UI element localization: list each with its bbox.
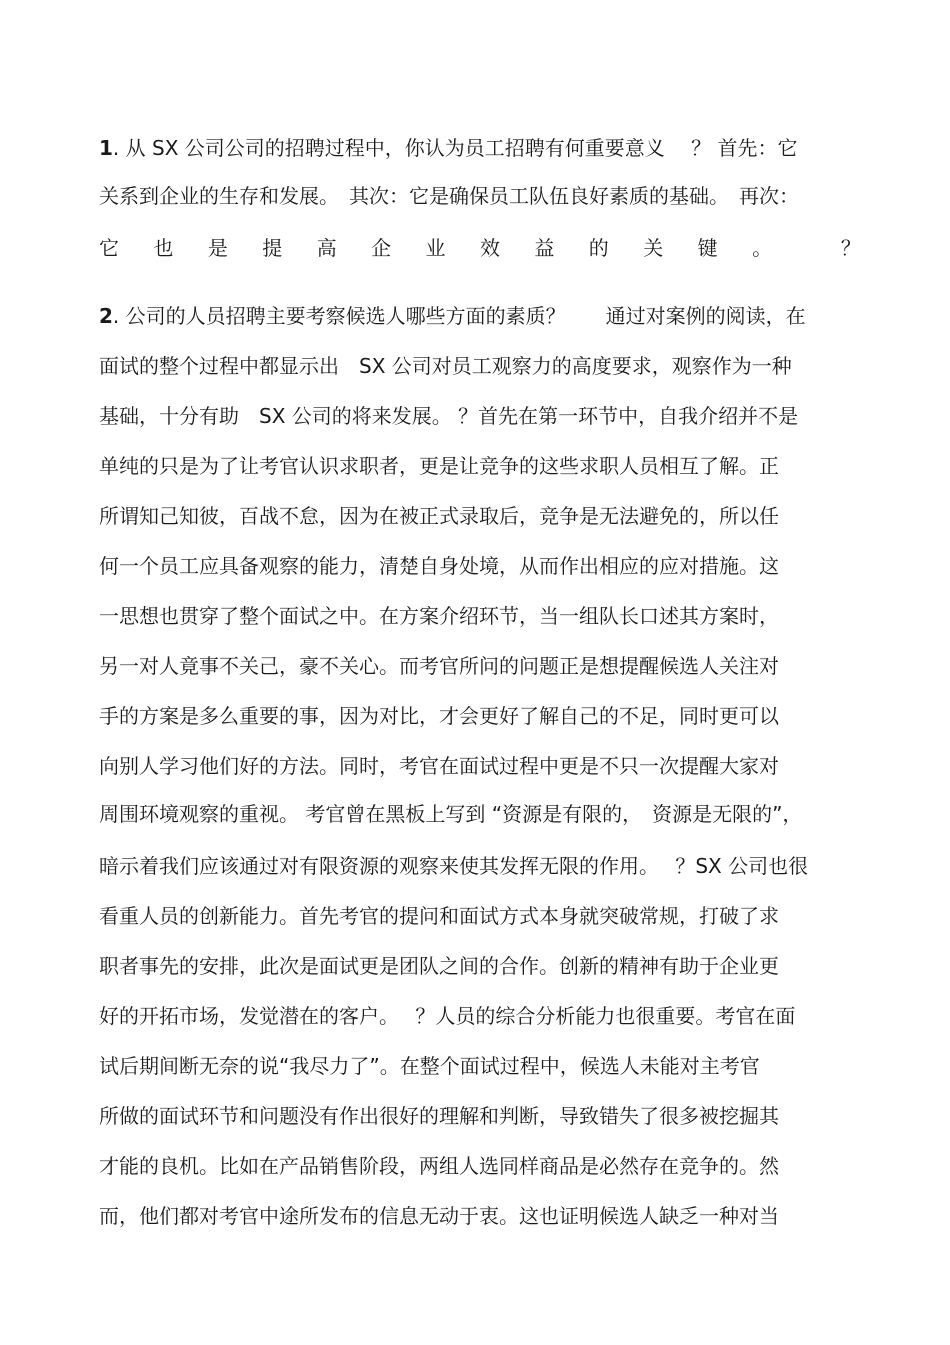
- q1-line-3-char: 业: [425, 236, 446, 260]
- q2-line-5: 所谓知己知彼，百战不怠，因为在被正式录取后，竞争是无法避免的，所以任: [99, 504, 779, 528]
- q2-line-1: [99, 304, 806, 328]
- q2-line-17: 所做的面试环节和问题没有作出很好的理解和判断，导致错失了很多被挖掘其: [99, 1104, 779, 1128]
- q1-line-3-char: 效: [479, 236, 500, 260]
- q2-line-8: 另一对人竟事不关己，豪不关心。而考官所问的问题正是想提醒候选人关注对: [99, 654, 779, 678]
- q1-line-1-text: . 从 SX 公司公司的招聘过程中，你认为员工招聘有何重要意义 ？ 首先：它: [112, 136, 798, 160]
- q2-line-11: 周围环境观察的重视。 考官曾在黑板上写到 “资源是有限的， 资源是无限的”，: [99, 802, 803, 826]
- q1-line-3-char: 关: [643, 236, 664, 260]
- q1-line-3-char: 也: [153, 236, 174, 260]
- q2-number: 2: [99, 304, 113, 328]
- q1-number: 1: [99, 136, 113, 160]
- q2-line-13: 看重人员的创新能力。首先考官的提问和面试方式本身就突破常规，打破了求: [99, 904, 779, 928]
- q2-line-18: 才能的良机。比如在产品销售阶段，两组人选同样商品是必然存在竞争的。然: [99, 1154, 779, 1178]
- q1-line-3-char: 的: [588, 236, 609, 260]
- q2-line-3: 基础，十分有助 SX 公司的将来发展。 ？首先在第一环节中，自我介绍并不是: [99, 404, 799, 428]
- q1-line-3: [99, 236, 861, 260]
- q1-line-3-char: 。: [752, 236, 773, 260]
- q1-line-3-char: 它: [99, 236, 119, 260]
- q2-line-10: 向别人学习他们好的方法。同时，考官在面试过程中更是不只一次提醒大家对: [99, 754, 779, 778]
- q2-line-14: 职者事先的安排，此次是面试更是团队之间的合作。创新的精神有助于企业更: [99, 954, 779, 978]
- q2-line-2: 面试的整个过程中都显示出 SX 公司对员工观察力的高度要求，观察作为一种: [99, 354, 792, 378]
- q1-line-3-char: 提: [262, 236, 283, 260]
- q1-line-3-char: 键: [697, 236, 718, 260]
- q1-line-3-char: 益: [534, 236, 555, 260]
- q1-line-3-char: 是: [207, 236, 228, 260]
- q2-line-9: 手的方案是多么重要的事，因为对比，才会更好了解自己的不足，同时更可以: [99, 704, 779, 728]
- q2-line-1-text: . 公司的人员招聘主要考察候选人哪些方面的素质？ 通过对案例的阅读，在: [112, 304, 806, 328]
- q1-line-3-char: ？: [840, 236, 861, 260]
- q2-line-16: 试后期间断无奈的说“我尽力了”。在整个面试过程中，候选人未能对主考官: [99, 1054, 760, 1078]
- q2-line-15: 好的开拓市场，发觉潜在的客户。 ？人员的综合分析能力也很重要。考官在面: [99, 1004, 796, 1028]
- q2-line-12: 暗示着我们应该通过对有限资源的观察来使其发挥无限的作用。 ？SX 公司也很: [99, 854, 809, 878]
- q2-line-4: 单纯的只是为了让考官认识求职者，更是让竞争的这些求职人员相互了解。正: [99, 454, 779, 478]
- q1-line-2: 关系到企业的生存和发展。 其次：它是确保员工队伍良好素质的基础。 再次：: [99, 184, 799, 208]
- q2-line-19: 而，他们都对考官中途所发布的信息无动于衷。这也证明候选人缺乏一种对当: [99, 1204, 779, 1228]
- q1-line-3-char: 企: [371, 236, 392, 260]
- q1-line-3-char: 高: [316, 236, 337, 260]
- q2-line-6: 何一个员工应具备观察的能力，清楚自身处境，从而作出相应的应对措施。这: [99, 554, 779, 578]
- q1-line-1: [99, 136, 797, 160]
- q2-line-7: 一思想也贯穿了整个面试之中。在方案介绍环节，当一组队长口述其方案时，: [99, 604, 779, 628]
